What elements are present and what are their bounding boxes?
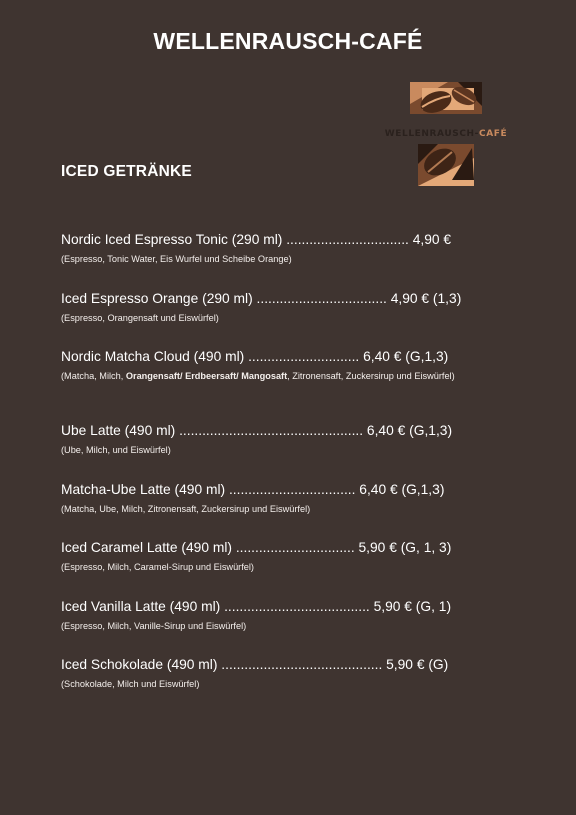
item-price: 6,40 € (G,1,3) xyxy=(359,349,449,364)
logo-wordmark-accent: CAFÉ xyxy=(479,129,508,139)
desc-text: , Zitronensaft, Zuckersirup und Eiswürfel) xyxy=(287,371,455,381)
dot-leader: ............................. xyxy=(244,349,360,364)
item-price: 4,90 € xyxy=(408,232,452,247)
item-description: (Matcha, Ube, Milch, Zitronensaft, Zuckersirup und Eiswürfel) xyxy=(61,503,311,514)
menu-item xyxy=(61,348,521,422)
item-name: Iced Caramel Latte (490 ml) xyxy=(61,540,232,555)
item-price: 5,90 € (G) xyxy=(382,657,449,672)
item-price: 5,90 € (G, 1, 3) xyxy=(354,540,452,555)
logo-wordmark xyxy=(378,129,514,139)
item-name: Iced Schokolade (490 ml) xyxy=(61,657,218,672)
section-title: ICED GETRÄNKE xyxy=(61,163,192,180)
item-price: 6,40 € (G,1,3) xyxy=(363,423,453,438)
item-name: Iced Vanilla Latte (490 ml) xyxy=(61,598,221,614)
menu-item xyxy=(61,656,521,715)
item-description: (Schokolade, Milch und Eiswürfel) xyxy=(61,679,200,689)
menu-item-line xyxy=(61,598,521,616)
dot-leader: ...................................... xyxy=(220,598,370,614)
dot-leader: ............................... xyxy=(232,540,355,555)
menu-item-line xyxy=(61,539,521,557)
item-name: Matcha-Ube Latte (490 ml) xyxy=(61,481,226,497)
dot-leader: ................................................ xyxy=(175,423,364,438)
item-description: (Espresso, Tonic Water, Eis Wurfel und Scheibe Orange) xyxy=(61,254,292,264)
cafe-logo xyxy=(378,74,514,192)
menu-item xyxy=(61,290,521,349)
item-name: Ube Latte (490 ml) xyxy=(61,423,176,438)
menu-item-line xyxy=(61,290,521,308)
menu-list xyxy=(61,231,521,715)
logo-wordmark-main: WELLENRAUSCH- xyxy=(384,129,480,139)
item-name: Nordic Matcha Cloud (490 ml) xyxy=(61,349,245,364)
item-price: 6,40 € (G,1,3) xyxy=(355,481,445,497)
item-name: Nordic Iced Espresso Tonic (290 ml) xyxy=(61,232,283,247)
item-description xyxy=(61,368,516,385)
dot-leader: ................................. xyxy=(225,481,356,497)
dot-leader: ................................ xyxy=(282,232,409,247)
item-price: 4,90 € (1,3) xyxy=(386,290,462,306)
menu-item-line xyxy=(61,481,521,499)
item-price: 5,90 € (G, 1) xyxy=(369,598,452,614)
item-description: (Espresso, Milch, Vanille-Sirup und Eiswürfel) xyxy=(61,620,247,631)
menu-item xyxy=(61,481,521,540)
menu-item xyxy=(61,539,521,598)
desc-text: (Matcha, Milch, xyxy=(61,371,126,381)
dot-leader: .................................. xyxy=(252,290,387,306)
menu-item-line xyxy=(61,231,521,249)
menu-item xyxy=(61,231,521,290)
desc-juice-options: Orangensaft/ Erdbeersaft/ Mangosaft xyxy=(125,371,288,381)
item-description: (Espresso, Orangensaft und Eiswürfel) xyxy=(61,312,219,323)
dot-leader: .......................................... xyxy=(217,657,383,672)
menu-item-line xyxy=(61,656,521,674)
item-description: (Ube, Milch, und Eiswürfel) xyxy=(61,445,171,455)
item-description: (Espresso, Milch, Caramel-Sirup und Eiswürfel) xyxy=(61,562,254,572)
menu-item-line xyxy=(61,348,521,366)
menu-item-line xyxy=(61,422,521,440)
page-title: WELLENRAUSCH-CAFÉ xyxy=(153,28,423,54)
menu-item xyxy=(61,598,521,657)
item-name: Iced Espresso Orange (290 ml) xyxy=(61,290,253,306)
menu-item xyxy=(61,422,521,481)
